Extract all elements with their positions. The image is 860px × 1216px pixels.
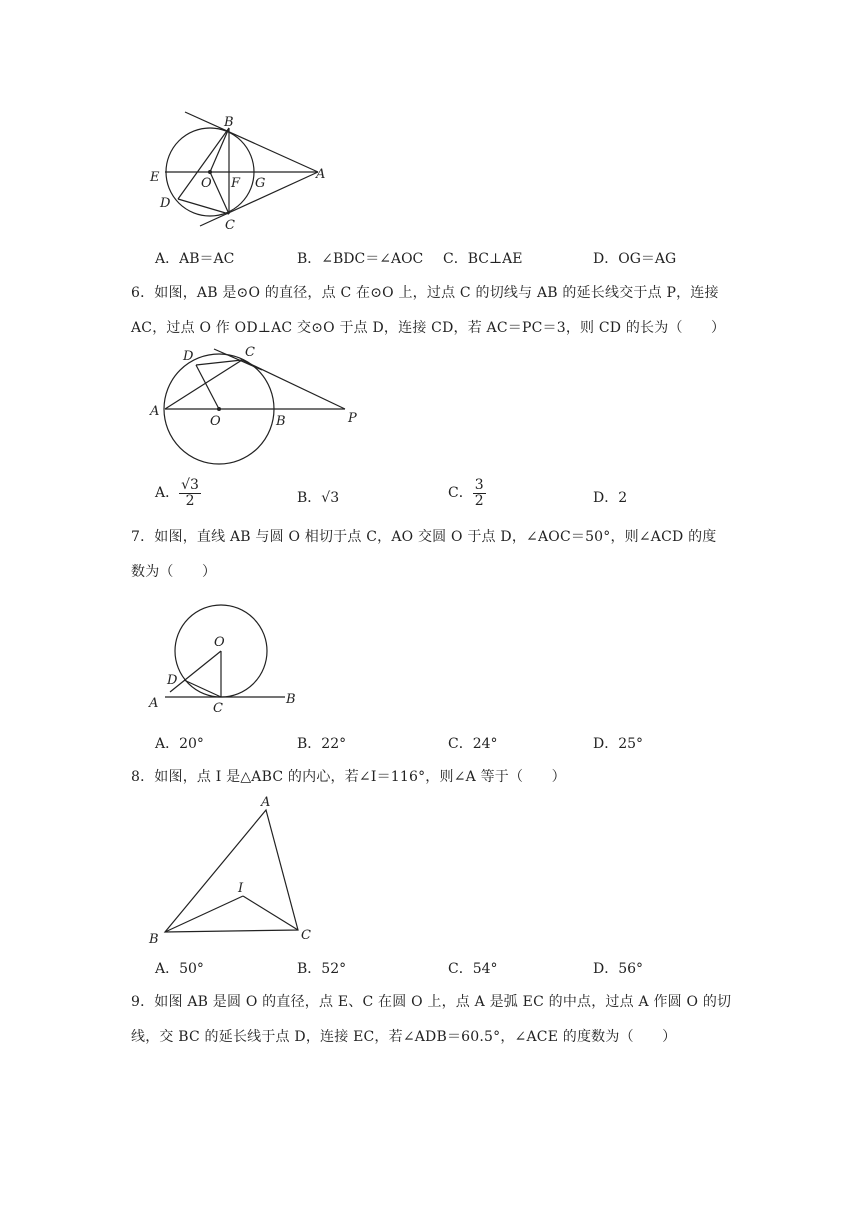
q5-label-f: F [231, 176, 241, 191]
q6-label-o: O [210, 414, 221, 429]
q7-option-a[interactable]: A．20° [155, 736, 204, 752]
q8-label-i: I [238, 881, 244, 896]
q5-option-a[interactable]: A．AB＝AC [155, 251, 235, 267]
q5-label-g: G [255, 176, 266, 191]
q7-stem-line2: 数为（ ） [131, 564, 217, 580]
q9-stem-line2: 线，交 BC 的延长线于点 D，连接 EC，若∠ADB＝60.5°，∠ACE 的度数为（ ） [131, 1029, 677, 1045]
q5-option-d[interactable]: D．OG＝AG [593, 251, 677, 267]
q8-option-b[interactable]: B．52° [297, 961, 347, 977]
q5-label-e: E [150, 170, 160, 185]
q6-option-a-fraction [179, 478, 201, 508]
q7-label-o: O [214, 635, 225, 650]
q5-label-d: D [160, 196, 171, 211]
q7-label-a: A [149, 696, 159, 711]
q6-label-a: A [150, 404, 160, 419]
q5-figure [140, 105, 340, 235]
q8-option-a[interactable]: A．50° [155, 961, 204, 977]
q6-label-b: B [276, 414, 286, 429]
q5-label-b: B [224, 115, 234, 130]
q6-option-a-prefix: A． [155, 485, 180, 502]
q8-label-c: C [301, 928, 311, 943]
q6-option-b-value: √3 [321, 490, 340, 506]
q8-figure [140, 790, 330, 950]
q6-option-c-fraction [473, 478, 486, 508]
q7-option-b[interactable]: B．22° [297, 736, 347, 752]
q7-label-b: B [286, 692, 296, 707]
q6-option-b-prefix: B． [297, 490, 322, 506]
q5-label-o: O [201, 176, 212, 191]
q7-option-d[interactable]: D．25° [593, 736, 644, 752]
q6-figure [140, 340, 370, 470]
q8-label-b: B [149, 932, 159, 947]
q7-label-c: C [213, 701, 223, 716]
q7-label-d: D [167, 673, 178, 688]
q6-label-c: C [245, 345, 255, 360]
q6-option-c-numerator: 3 [474, 477, 484, 493]
q7-stem-line1: 7．如图，直线 AB 与圆 O 相切于点 C，AO 交圆 O 于点 D，∠AOC＝50°，则∠ACD 的度 [131, 529, 717, 545]
q6-option-c-denominator: 2 [474, 492, 484, 509]
q8-stem-line1: 8．如图，点 I 是△ABC 的内心，若∠I＝116°，则∠A 等于（ ） [131, 769, 566, 785]
q8-label-a: A [261, 795, 271, 810]
q5-label-c: C [225, 218, 235, 233]
q6-option-d[interactable]: D．2 [593, 490, 628, 506]
q6-label-p: P [348, 411, 357, 426]
q5-option-c[interactable]: C．BC⊥AE [443, 251, 523, 267]
q6-stem-line2: AC，过点 O 作 OD⊥AC 交⊙O 于点 D，连接 CD，若 AC＝PC＝3，则 CD 的长为（ ） [131, 320, 726, 336]
q7-option-c[interactable]: C．24° [448, 736, 498, 752]
q6-option-c-prefix: C． [448, 485, 473, 502]
q9-stem-line1: 9．如图 AB 是圆 O 的直径，点 E、C 在圆 O 上，点 A 是弧 EC 的中点，过点 A 作圆 O 的切 [131, 994, 732, 1010]
q5-option-b[interactable]: B．∠BDC＝∠AOC [297, 251, 424, 267]
q6-option-a[interactable] [155, 478, 201, 508]
q5-label-a: A [316, 167, 326, 182]
q8-option-d[interactable]: D．56° [593, 961, 644, 977]
q6-option-c[interactable] [448, 478, 486, 508]
q8-option-c[interactable]: C．54° [448, 961, 498, 977]
q6-option-b[interactable] [297, 487, 339, 507]
q7-figure [140, 600, 320, 720]
q6-option-a-numerator: √3 [181, 477, 199, 493]
q6-label-d: D [183, 349, 194, 364]
q6-option-a-denominator: 2 [185, 492, 195, 509]
q6-stem-line1: 6．如图，AB 是⊙O 的直径，点 C 在⊙O 上，过点 C 的切线与 AB 的延长线交于点 P，连接 [131, 285, 719, 301]
